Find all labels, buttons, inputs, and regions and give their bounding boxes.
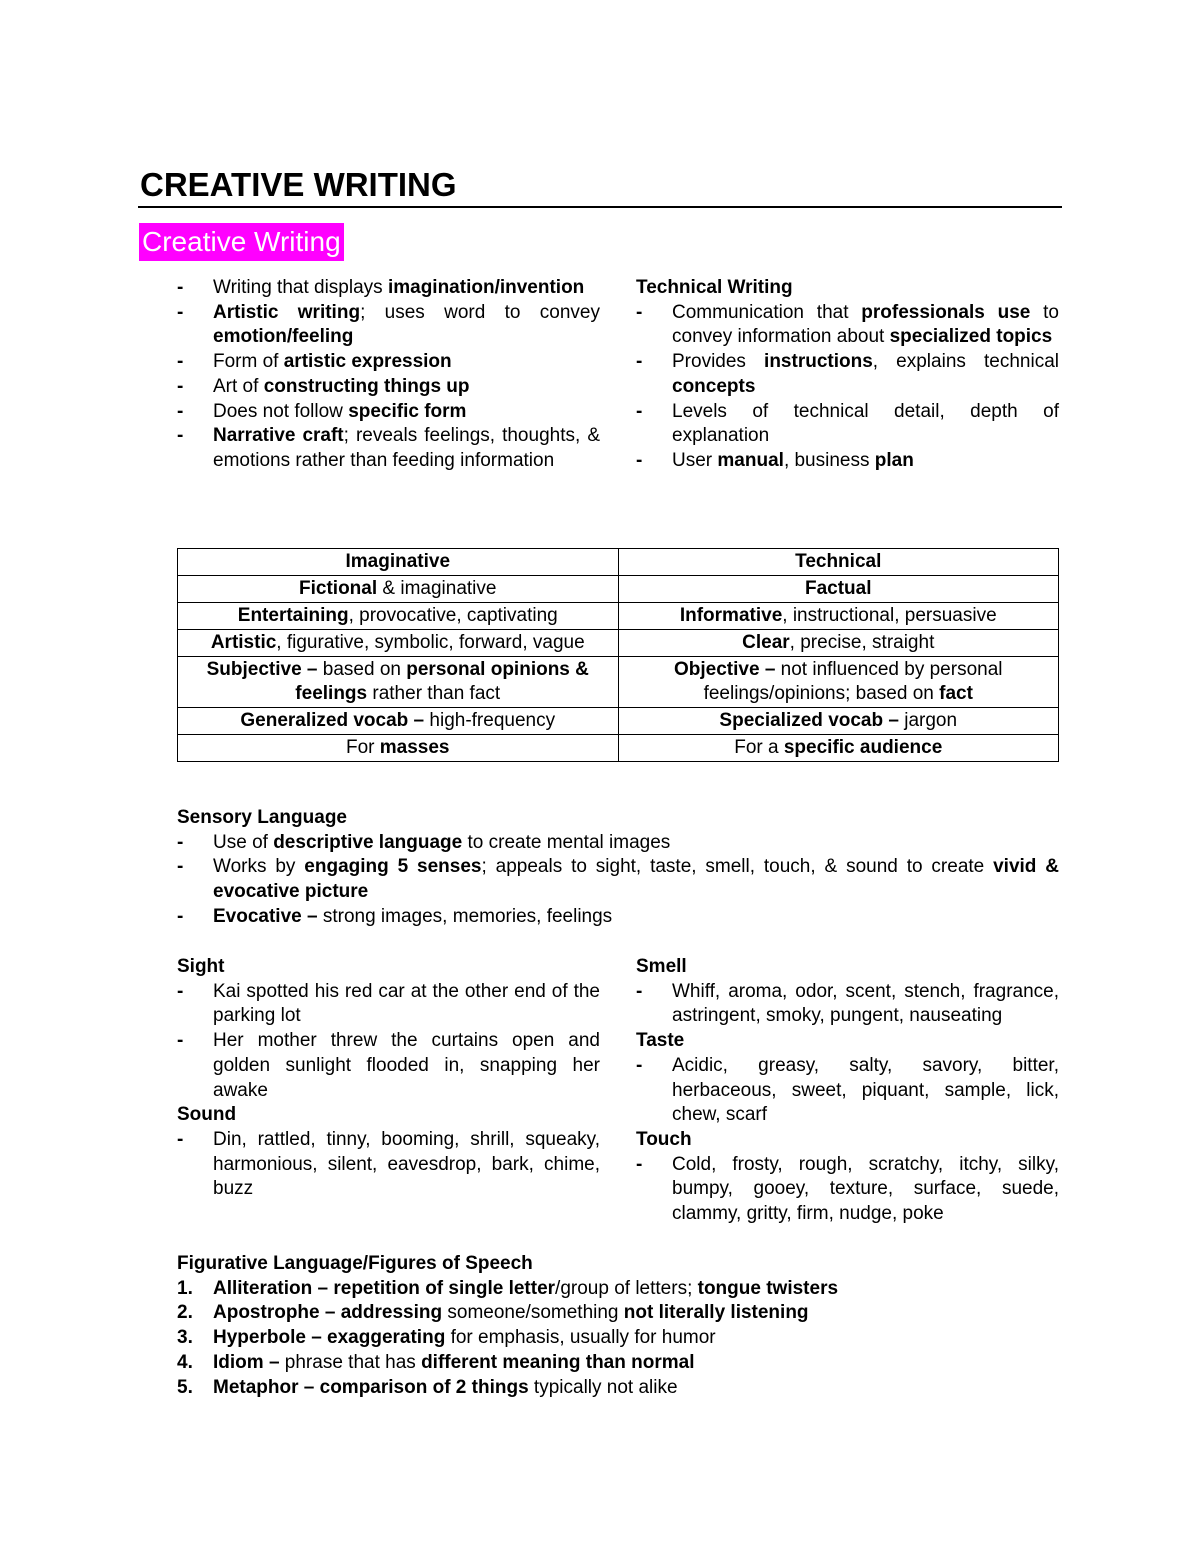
text: User [672,449,718,471]
creative-list [177,276,600,474]
text: Use of [213,831,274,853]
text: , business [783,449,875,471]
sense-list [636,980,1059,1029]
senses-right-column [636,955,1059,1227]
list-item [177,831,1059,856]
list-item [177,301,600,350]
text: to convey information about [672,301,1059,348]
text: based on [322,659,407,680]
bold-text: Informative [679,605,783,626]
table-cell [178,603,619,630]
sense-heading: Sight [177,956,225,977]
bold-text: Idiom – [213,1351,285,1373]
text: for emphasis, usually for humor [445,1327,716,1349]
bold-text: specialized topics [889,326,1053,348]
table-cell [618,657,1059,708]
text: For [345,737,380,758]
text: high-frequency [429,710,556,731]
bold-text: Factual [804,578,872,599]
list-item: - Whiff, aroma, odor, scent, stench, fragrance, astringent, smoky, pungent, nauseating [636,980,1059,1029]
list-item [636,449,1059,474]
list-item [636,350,1059,399]
text: Writing that displays [213,277,388,298]
item-number: 2. [177,1302,193,1324]
document-title: CREATIVE WRITING [140,166,457,203]
bold-text: masses [379,737,450,758]
list-item [177,375,600,400]
list-item: - Cold, frosty, rough, scratchy, itchy, silky, bumpy, gooey, texture, surface, suede, clammy, gritty, firm, nudge, poke [636,1153,1059,1227]
table-cell [178,735,619,762]
bold-text: constructing things up [263,375,470,397]
text: strong images, memories, feelings [322,905,613,927]
list-item [177,855,1059,904]
text: to create mental images [462,831,671,853]
bold-text: instructions [764,351,873,373]
table-row [178,708,1059,735]
text: typically not alike [528,1376,678,1398]
sense-list [177,1128,600,1202]
technical-writing-heading: Technical Writing [636,277,793,298]
text: ; reveals feelings, thoughts, & emotions rather than feeding information [213,425,600,471]
text: , precise, straight [789,632,935,653]
table-header-row [178,549,1059,576]
table-header-technical: Technical [618,549,1059,576]
list-item: - Her mother threw the curtains open and golden sunlight flooded in, snapping her awake [177,1029,600,1103]
sense-heading: Sound [177,1104,237,1126]
text: Form of [213,351,284,373]
bold-text: Artistic [210,632,277,653]
list-item [177,400,600,425]
figurative-language-heading: Figurative Language/Figures of Speech [177,1253,533,1274]
table-cell [178,630,619,657]
bold-text: Evocative – [213,905,323,927]
table-cell [178,708,619,735]
section-heading-highlighted: Creative Writing [139,223,344,261]
bold-text: Narrative craft [213,425,344,447]
table-row [178,657,1059,708]
sense-heading: Taste [636,1030,685,1052]
numbered-item [177,1351,1059,1376]
title-underline [138,206,1062,208]
bold-text: plan [874,449,914,471]
list-item: - Acidic, greasy, salty, savory, bitter, herbaceous, sweet, piquant, sample, lick, chew, scarf [636,1054,1059,1128]
bold-text: Generalized vocab – [240,710,430,731]
table-row [178,630,1059,657]
sense-heading: Touch [636,1128,692,1150]
text: /group of letters; [555,1277,698,1299]
bold-text: Objective – [674,659,781,680]
text: & imaginative [377,578,497,599]
text: rather than fact [367,683,501,704]
bold-text: Subjective – [206,659,323,680]
numbered-item [177,1277,1059,1302]
text: ; appeals to sight, taste, smell, touch, & sound to create [481,856,994,878]
table-row [178,603,1059,630]
list-item [177,276,600,301]
table-cell [178,657,619,708]
bold-text: imagination/invention [387,277,585,298]
item-number: 3. [177,1327,193,1349]
bold-text: specific audience [783,737,943,758]
text: Levels of technical detail, depth of explanation [672,400,1059,447]
text: , instructional, persuasive [782,605,997,626]
sense-list [636,1054,1059,1128]
table-header-imaginative: Imaginative [178,549,619,576]
bold-text: concepts [672,375,756,397]
figurative-list [177,1277,1059,1401]
creative-writing-column [177,276,600,474]
bold-text: Apostrophe – addressing [213,1302,443,1324]
table-cell [618,630,1059,657]
bold-text: personal opinions & feelings [295,659,589,704]
list-item [177,905,1059,930]
text: Communication that [672,301,862,323]
numbered-item [177,1301,1059,1326]
table-cell [618,576,1059,603]
item-number: 1. [177,1277,193,1299]
bold-text: not literally listening [623,1302,809,1324]
table-cell [618,735,1059,762]
bold-text: Hyperbole – exaggerating [213,1327,446,1349]
bold-text: Entertaining [237,605,349,626]
list-item [177,424,600,473]
text: phrase that has [284,1351,422,1373]
sense-list [177,980,600,1104]
sensory-language-section [177,806,1059,930]
comparison-table [177,548,1059,762]
sensory-list [177,831,1059,930]
text: , explains technical [872,351,1059,373]
item-number: 4. [177,1351,193,1373]
text: Provides [672,351,765,373]
text: jargon [904,710,958,731]
table-cell [618,708,1059,735]
bold-text: Metaphor – comparison of 2 things [213,1376,529,1398]
bold-text: Fictional [299,578,378,599]
list-item [636,301,1059,350]
bold-text: fact [939,683,973,704]
sense-list [636,1153,1059,1227]
bold-text: artistic expression [283,351,452,373]
bold-text: specific form [348,400,467,422]
sense-heading: Smell [636,956,687,977]
technical-list [636,301,1059,474]
bold-text: Specialized vocab – [719,710,905,731]
bold-text: engaging 5 senses [304,856,482,878]
senses-left-column [177,955,600,1202]
table-cell [618,603,1059,630]
text: someone/something [442,1302,624,1324]
text: not influenced by personal feelings/opinions; based on [703,659,1003,704]
figurative-language-section [177,1252,1059,1400]
table-row [178,735,1059,762]
list-item [177,350,600,375]
table-body [178,576,1059,762]
bold-text: vivid & evocative picture [213,856,1059,903]
bold-text: tongue twisters [697,1277,839,1299]
bold-text: professionals use [861,301,1031,323]
bold-text: descriptive language [273,831,463,853]
bold-text: manual [717,449,784,471]
text: Art of [213,375,264,397]
list-item: - Din, rattled, tinny, booming, shrill, squeaky, harmonious, silent, eavesdrop, bark, chime, buzz [177,1128,600,1202]
list-item [636,400,1059,449]
bold-text: Artistic writing [213,301,361,323]
text: For a [734,737,784,758]
list-item: - Kai spotted his red car at the other end of the parking lot [177,980,600,1029]
sensory-language-heading: Sensory Language [177,807,347,828]
text: ; uses word to convey [360,301,600,323]
text: Works by [213,856,305,878]
bold-text: Clear [742,632,790,653]
bold-text: Alliteration – repetition of single letter [213,1277,556,1299]
item-number: 5. [177,1376,193,1398]
numbered-item [177,1326,1059,1351]
numbered-item [177,1376,1059,1401]
text: , figurative, symbolic, forward, vague [276,632,585,653]
table-cell [178,576,619,603]
table-row [178,576,1059,603]
bold-text: different meaning than normal [421,1351,695,1373]
technical-writing-column [636,276,1059,474]
text: Does not follow [213,400,349,422]
text: , provocative, captivating [348,605,558,626]
bold-text: emotion/feeling [213,326,354,348]
